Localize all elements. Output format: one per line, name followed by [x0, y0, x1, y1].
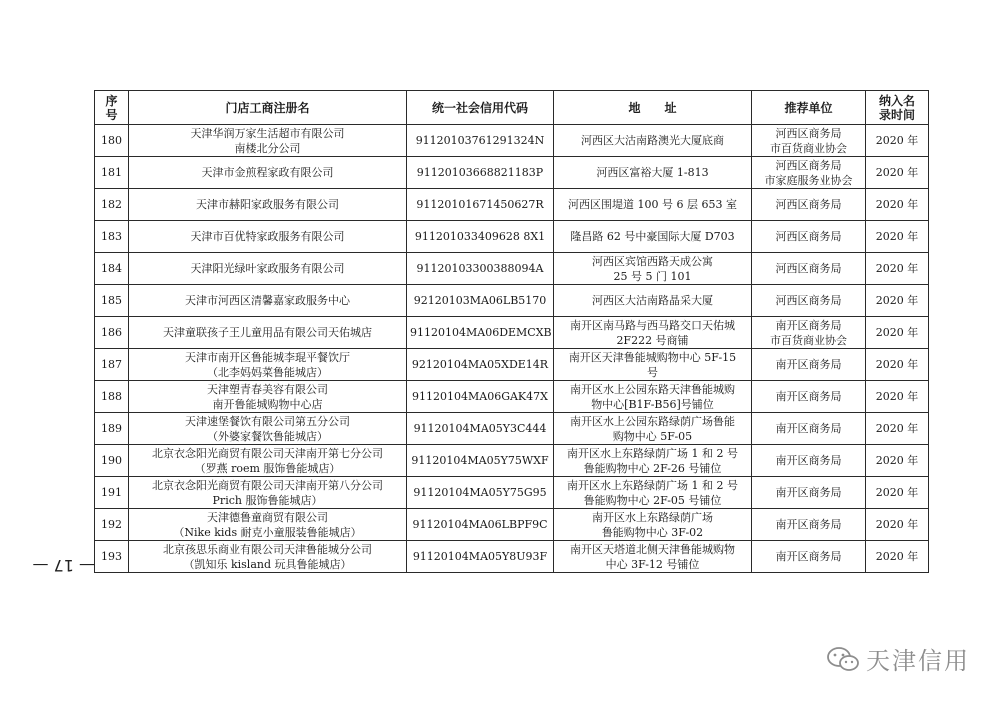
cell-address [554, 509, 752, 541]
cell-inclusion-date: 2020 年 [866, 285, 929, 317]
cell-address-line: 南开区水上公园东路绿荫广场鲁能 [570, 414, 735, 428]
cell-address [554, 413, 752, 445]
header-store-name [129, 91, 407, 125]
cell-inclusion-date: 2020 年 [866, 221, 929, 253]
cell-store-name [129, 349, 407, 381]
cell-recommending-unit [752, 381, 866, 413]
cell-recommending-unit [752, 477, 866, 509]
cell-store-name-line: 天津市百优特家政服务有限公司 [190, 230, 345, 243]
cell-recommending-unit-line: 河西区商务局 [775, 294, 842, 307]
cell-store-name-line: 天津市赫阳家政服务有限公司 [196, 198, 339, 211]
cell-address-line: 鲁能购物中心 3F-02 [601, 525, 704, 539]
cell-serial-number: 181 [95, 157, 129, 189]
cell-credit-code: 91120104MA05Y3C444 [407, 413, 554, 445]
cell-store-name-line: 天津阳光绿叶家政服务有限公司 [190, 262, 345, 275]
cell-store-name [129, 541, 407, 573]
cell-recommending-unit [752, 253, 866, 285]
table-row [95, 157, 929, 189]
cell-recommending-unit-line: 市百货商业协会 [770, 141, 847, 155]
cell-recommending-unit-line: 市百货商业协会 [770, 333, 847, 347]
cell-address-line: 南开区水上东路绿荫广场 1 和 2 号 [567, 478, 738, 492]
cell-recommending-unit [752, 285, 866, 317]
cell-serial-number: 184 [95, 253, 129, 285]
header-line: 统一社会信用代码 [431, 100, 528, 115]
cell-store-name-line: 天津市南开区鲁能城李琨平餐饮厅 [185, 350, 350, 364]
cell-address-line: 南开区水上东路绿荫广场 1 和 2 号 [567, 446, 738, 460]
cell-store-name [129, 445, 407, 477]
cell-inclusion-date: 2020 年 [866, 509, 929, 541]
watermark-text: 天津信用 [866, 647, 970, 675]
cell-address-line: 南开区水上东路绿荫广场 [592, 510, 713, 524]
cell-address [554, 477, 752, 509]
cell-store-name-line: （Nike kids 耐克小童服装鲁能城店） [173, 525, 362, 539]
header-line: 录时间 [878, 107, 915, 122]
cell-credit-code: 91120101671450627R [407, 189, 554, 221]
cell-serial-number: 191 [95, 477, 129, 509]
table-row [95, 317, 929, 349]
cell-store-name-line: （外婆家餐饮鲁能城店） [207, 429, 328, 443]
header-serial-number [95, 91, 129, 125]
cell-store-name [129, 253, 407, 285]
cell-inclusion-date: 2020 年 [866, 189, 929, 221]
table-row [95, 413, 929, 445]
cell-serial-number: 190 [95, 445, 129, 477]
table-row [95, 509, 929, 541]
cell-serial-number: 186 [95, 317, 129, 349]
cell-address-line: 南开区水上公园东路天津鲁能城购 [570, 382, 735, 396]
cell-recommending-unit-line: 南开区商务局 [775, 518, 842, 531]
cell-inclusion-date: 2020 年 [866, 413, 929, 445]
header-inclusion-date [866, 91, 929, 125]
cell-recommending-unit-line: 南开区商务局 [775, 358, 842, 371]
cell-store-name-line: 天津德鲁童商贸有限公司 [207, 510, 328, 524]
cell-address-line: 南开区天塔道北侧天津鲁能城购物 [570, 542, 735, 556]
table-row [95, 541, 929, 573]
cell-address [554, 349, 752, 381]
cell-store-name-line: 南楼北分公司 [234, 141, 301, 155]
cell-address [554, 445, 752, 477]
header-address [554, 91, 752, 125]
cell-serial-number: 187 [95, 349, 129, 381]
cell-serial-number: 180 [95, 125, 129, 157]
cell-recommending-unit-line: 南开区商务局 [775, 422, 842, 435]
table-row [95, 477, 929, 509]
cell-recommending-unit-line: 河西区商务局 [775, 198, 842, 211]
cell-credit-code: 91120104MA06GAK47X [407, 381, 554, 413]
cell-recommending-unit [752, 125, 866, 157]
cell-address [554, 221, 752, 253]
header-recommending-unit [752, 91, 866, 125]
cell-credit-code: 91120103668821183P [407, 157, 554, 189]
cell-store-name-line: Prich 服饰鲁能城店） [212, 493, 323, 507]
table-row [95, 349, 929, 381]
cell-credit-code: 91120104MA05Y75WXF [407, 445, 554, 477]
cell-recommending-unit [752, 445, 866, 477]
cell-serial-number: 192 [95, 509, 129, 541]
cell-recommending-unit-line: 南开区商务局 [775, 318, 842, 332]
cell-inclusion-date: 2020 年 [866, 477, 929, 509]
header-line: 地 址 [628, 100, 677, 115]
cell-store-name-line: 天津塑青春美容有限公司 [207, 382, 328, 396]
cell-address-line: 南开区天津鲁能城购物中心 5F-15 [568, 350, 737, 364]
cell-inclusion-date: 2020 年 [866, 157, 929, 189]
cell-credit-code: 92120103MA06LB5170 [407, 285, 554, 317]
cell-inclusion-date: 2020 年 [866, 349, 929, 381]
page-number: — 17 — [32, 556, 96, 575]
header-line: 号 [105, 107, 118, 122]
cell-credit-code: 91120104MA05Y75G95 [407, 477, 554, 509]
table-row [95, 445, 929, 477]
cell-store-name-line: 天津市金煎程家政有限公司 [201, 166, 334, 179]
cell-store-name-line: 天津童联孩子王儿童用品有限公司天佑城店 [163, 326, 372, 339]
cell-store-name [129, 221, 407, 253]
cell-store-name-line: 北京孩思乐商业有限公司天津鲁能城分公司 [163, 542, 372, 556]
cell-recommending-unit-line: 南开区商务局 [775, 486, 842, 499]
cell-store-name [129, 477, 407, 509]
cell-address [554, 125, 752, 157]
cell-recommending-unit [752, 317, 866, 349]
cell-address [554, 253, 752, 285]
cell-credit-code: 911201033409628 8X1 [407, 221, 554, 253]
table-header [95, 91, 929, 125]
table-row [95, 125, 929, 157]
cell-inclusion-date: 2020 年 [866, 381, 929, 413]
cell-inclusion-date: 2020 年 [866, 317, 929, 349]
cell-credit-code: 92120104MA05XDE14R [407, 349, 554, 381]
cell-store-name-line: （罗燕 roem 服饰鲁能城店） [194, 461, 341, 475]
cell-serial-number: 185 [95, 285, 129, 317]
cell-recommending-unit [752, 221, 866, 253]
cell-store-name-line: 北京衣念阳光商贸有限公司天津南开第七分公司 [152, 446, 383, 460]
table-row [95, 285, 929, 317]
cell-recommending-unit-line: 南开区商务局 [775, 390, 842, 403]
cell-store-name [129, 125, 407, 157]
cell-serial-number: 189 [95, 413, 129, 445]
cell-store-name-line: （北李妈妈菜鲁能城店） [207, 365, 328, 379]
cell-address-line: 隆昌路 62 号中豪国际大厦 D703 [570, 230, 735, 243]
cell-address [554, 541, 752, 573]
cell-credit-code: 91120104MA06LBPF9C [407, 509, 554, 541]
cell-store-name [129, 285, 407, 317]
table-row [95, 381, 929, 413]
cell-store-name [129, 413, 407, 445]
cell-address [554, 285, 752, 317]
cell-address [554, 317, 752, 349]
cell-store-name-line: 北京衣念阳光商贸有限公司天津南开第八分公司 [152, 478, 383, 492]
cell-store-name [129, 509, 407, 541]
cell-store-name [129, 157, 407, 189]
cell-recommending-unit-line: 南开区商务局 [775, 454, 842, 467]
cell-credit-code: 91120103761291324N [407, 125, 554, 157]
cell-store-name-line: （凯知乐 kisland 玩具鲁能城店） [183, 557, 352, 571]
cell-store-name-line: 天津华润万家生活超市有限公司 [190, 126, 345, 140]
cell-credit-code: 91120104MA05Y8U93F [407, 541, 554, 573]
cell-address-line: 号 [647, 365, 658, 379]
cell-address-line: 河西区大沽南路澳光大厦底商 [581, 134, 724, 147]
header-line: 推荐单位 [784, 100, 833, 115]
cell-address-line: 购物中心 5F-05 [612, 429, 693, 443]
cell-recommending-unit [752, 413, 866, 445]
header-credit-code [407, 91, 554, 125]
cell-address-line: 中心 3F-12 号铺位 [605, 557, 700, 571]
cell-address-line: 河西区富裕大厦 1-813 [596, 166, 709, 179]
cell-address-line: 河西区大沽南路晶采大厦 [592, 294, 713, 307]
cell-inclusion-date: 2020 年 [866, 541, 929, 573]
cell-address-line: 物中心[B1F-B56]号铺位 [591, 397, 714, 411]
cell-inclusion-date: 2020 年 [866, 125, 929, 157]
cell-serial-number: 193 [95, 541, 129, 573]
cell-recommending-unit [752, 349, 866, 381]
cell-address [554, 381, 752, 413]
cell-recommending-unit-line: 河西区商务局 [775, 126, 842, 140]
cell-credit-code: 91120103300388094A [407, 253, 554, 285]
merchant-registry-table [94, 90, 929, 573]
cell-address-line: 南开区南马路与西马路交口天佑城 [570, 318, 735, 332]
cell-recommending-unit [752, 509, 866, 541]
cell-recommending-unit [752, 541, 866, 573]
wechat-icon [826, 646, 860, 672]
header-line: 序 [105, 93, 118, 108]
cell-recommending-unit-line: 市家庭服务业协会 [764, 173, 853, 187]
table-row [95, 189, 929, 221]
cell-address [554, 189, 752, 221]
cell-credit-code: 91120104MA06DEMCXB [407, 317, 554, 349]
cell-recommending-unit-line: 河西区商务局 [775, 158, 842, 172]
cell-serial-number: 183 [95, 221, 129, 253]
table-body [95, 125, 929, 573]
cell-store-name [129, 317, 407, 349]
cell-inclusion-date: 2020 年 [866, 253, 929, 285]
cell-address-line: 鲁能购物中心 2F-26 号铺位 [583, 461, 722, 475]
cell-store-name [129, 189, 407, 221]
header-line: 门店工商注册名 [225, 100, 310, 115]
cell-recommending-unit [752, 157, 866, 189]
cell-store-name-line: 南开鲁能城购物中心店 [212, 397, 323, 411]
cell-recommending-unit [752, 189, 866, 221]
cell-serial-number: 188 [95, 381, 129, 413]
cell-recommending-unit-line: 南开区商务局 [775, 550, 842, 563]
cell-address [554, 157, 752, 189]
cell-address-line: 鲁能购物中心 2F-05 号铺位 [583, 493, 722, 507]
cell-address-line: 2F222 号商铺 [616, 333, 689, 347]
cell-address-line: 河西区围堤道 100 号 6 层 653 室 [568, 198, 737, 211]
header-line: 纳入名 [878, 93, 915, 108]
cell-address-line: 河西区宾馆西路天成公寓 [592, 254, 713, 268]
cell-inclusion-date: 2020 年 [866, 445, 929, 477]
table-row [95, 221, 929, 253]
table-row [95, 253, 929, 285]
cell-serial-number: 182 [95, 189, 129, 221]
cell-address-line: 25 号 5 门 101 [613, 269, 692, 283]
cell-recommending-unit-line: 河西区商务局 [775, 262, 842, 275]
cell-store-name-line: 天津市河西区清馨嘉家政服务中心 [185, 294, 350, 307]
watermark [826, 641, 970, 676]
cell-store-name [129, 381, 407, 413]
cell-recommending-unit-line: 河西区商务局 [775, 230, 842, 243]
cell-store-name-line: 天津速堡餐饮有限公司第五分公司 [185, 414, 350, 428]
table-header-row [95, 91, 929, 125]
